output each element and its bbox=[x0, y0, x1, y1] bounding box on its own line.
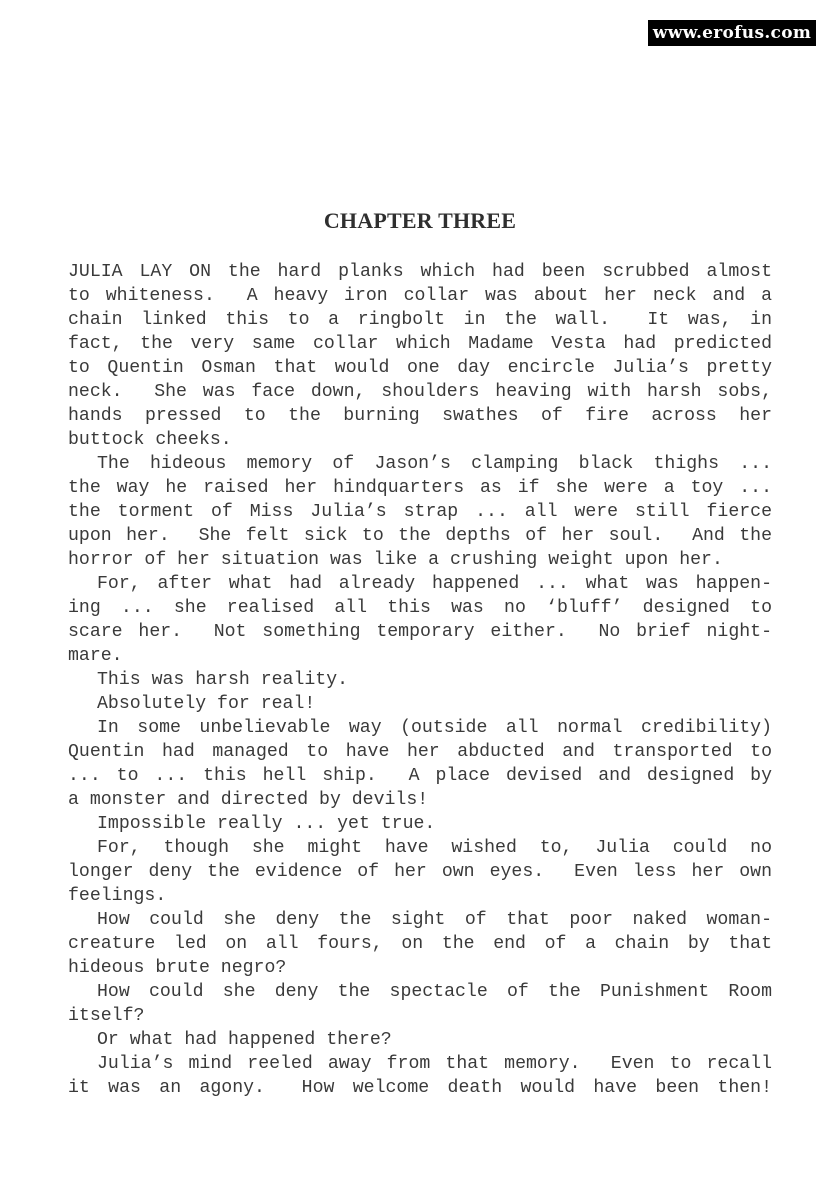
text-line: the way he raised her hindquarters as if she were a toy ... bbox=[68, 478, 772, 498]
text-line: horror of her situation was like a crushing weight upon her. bbox=[68, 550, 723, 570]
chapter-title: CHAPTER THREE bbox=[323, 208, 517, 233]
text-line: This was harsh reality. bbox=[97, 670, 349, 690]
text-line: scare her. Not something temporary either. No brief night- bbox=[68, 622, 772, 642]
watermark-logo: www.erofus.com bbox=[648, 20, 816, 46]
text-line: For, though she might have wished to, Julia could no bbox=[97, 838, 772, 858]
text-line: itself? bbox=[68, 1006, 145, 1026]
text-line: The hideous memory of Jason’s clamping black thighs ... bbox=[97, 454, 772, 474]
text-line: it was an agony. How welcome death would have been then! bbox=[68, 1078, 772, 1098]
text-line: Impossible really ... yet true. bbox=[97, 814, 436, 834]
text-line: Quentin had managed to have her abducted and transported to bbox=[68, 742, 772, 762]
text-line: a monster and directed by devils! bbox=[68, 790, 429, 810]
text-line: to whiteness. A heavy iron collar was about her neck and a bbox=[68, 286, 772, 306]
text-line: neck. She was face down, shoulders heaving with harsh sobs, bbox=[68, 382, 772, 402]
text-line: upon her. She felt sick to the depths of her soul. And the bbox=[68, 526, 772, 546]
text-line: ing ... she realised all this was no ‘bluff’ designed to bbox=[68, 598, 772, 618]
text-line: Absolutely for real! bbox=[97, 694, 316, 714]
text-line: feelings. bbox=[68, 886, 167, 906]
text-line: Julia’s mind reeled away from that memory. Even to recall bbox=[97, 1054, 772, 1074]
text-line: mare. bbox=[68, 646, 123, 666]
text-line: How could she deny the spectacle of the Punishment Room bbox=[97, 982, 772, 1002]
text-line: the torment of Miss Julia’s strap ... all were still fierce bbox=[68, 502, 772, 522]
text-line: chain linked this to a ringbolt in the wall. It was, in bbox=[68, 310, 772, 330]
body-text bbox=[68, 260, 772, 1100]
text-line: to Quentin Osman that would one day encircle Julia’s pretty bbox=[68, 358, 772, 378]
text-line: hideous brute negro? bbox=[68, 958, 287, 978]
text-line: In some unbelievable way (outside all normal credibility) bbox=[97, 718, 772, 738]
text-line: buttock cheeks. bbox=[68, 430, 232, 450]
text-line: fact, the very same collar which Madame Vesta had predicted bbox=[68, 334, 772, 354]
text-line: creature led on all fours, on the end of a chain by that bbox=[68, 934, 772, 954]
text-line: hands pressed to the burning swathes of fire across her bbox=[68, 406, 772, 426]
text-line: ... to ... this hell ship. A place devised and designed by bbox=[68, 766, 772, 786]
text-line: Or what had happened there? bbox=[97, 1030, 392, 1050]
text-line: How could she deny the sight of that poor naked woman- bbox=[97, 910, 772, 930]
text-line: longer deny the evidence of her own eyes. Even less her own bbox=[68, 862, 772, 882]
text-line: For, after what had already happened ... what was happen- bbox=[97, 574, 772, 594]
text-line: JULIA LAY ON the hard planks which had been scrubbed almost bbox=[68, 262, 772, 282]
